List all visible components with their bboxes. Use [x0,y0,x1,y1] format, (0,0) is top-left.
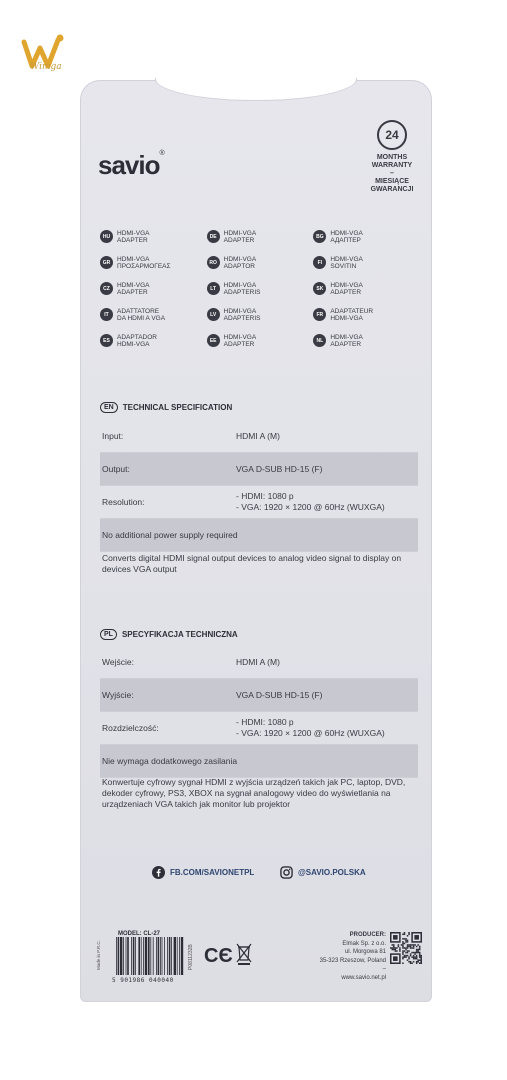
language-product-name: ADAPTATEUR HDMI-VGA [330,308,374,322]
en-spec-table [100,420,418,552]
language-code-badge: HU [100,230,113,243]
language-item [207,256,314,282]
language-code-badge: SK [313,282,326,295]
facebook-url: FB.COM/SAVIONETPL [170,868,255,877]
language-item [207,230,314,256]
language-item [313,308,420,334]
language-code-badge: CZ [100,282,113,295]
hang-hole [155,78,357,101]
table-row: Input: HDMI A (M) [100,420,418,453]
warranty-number: 24 [377,120,407,150]
language-product-name: HDMI-VGA ADAPTER [223,334,257,348]
language-item [313,256,420,282]
language-item [207,308,314,334]
language-product-name: HDMI-VGA ADAPTER [330,334,363,348]
language-code-badge: BG [313,230,326,243]
language-item [100,282,207,308]
language-item [100,256,207,282]
language-item [313,334,420,360]
instagram-handle: @SAVIO.POLSKA [298,868,366,877]
language-product-name: HDMI-VGA ADAPTER [330,282,363,296]
table-row: Resolution: - HDMI: 1080 p - VGA: 1920 × 1200 @ 60Hz (WUXGA) [100,486,418,519]
language-product-name: HDMI-VGA SOVITIN [330,256,363,270]
warranty-badge [362,120,422,194]
language-product-name: HDMI-VGA ADAPTER [117,230,150,244]
language-code-badge: EE [207,334,220,347]
language-row [100,308,420,334]
table-row: No additional power supply required [100,519,418,552]
language-product-name: HDMI-VGA ADAPTOR [223,256,257,270]
language-code-badge: RO [207,256,220,269]
language-product-name: HDMI-VGA ADAPTER [117,282,150,296]
wimga-watermark-logo [18,30,74,80]
en-lang-pill: EN [100,402,118,413]
table-row: Nie wymaga dodatkowego zasilania [100,745,418,778]
weee-bin-icon [236,942,252,966]
ce-mark-icon: C Є [204,945,231,967]
language-code-badge: ES [100,334,113,347]
savio-logo: savio® [98,150,164,180]
en-description: Converts digital HDMI signal output devices to analog video signal to display on devices VGA output [102,553,402,574]
instagram-link[interactable] [280,866,366,879]
watermark-text: Wimga [30,62,62,72]
warranty-text: MONTHS WARRANTY – MIESIĄCE GWARANCJI [370,154,414,193]
part-number: P0811232B [188,944,194,970]
language-code-badge: LT [207,282,220,295]
language-row [100,230,420,256]
language-row [100,334,420,360]
instagram-icon [280,866,293,879]
table-row: Wejście: HDMI A (M) [100,646,418,679]
packaging-card [80,80,432,1002]
language-product-name: HDMI-VGA ΠΡΟΣΑΡΜΟΓΕΑΣ [117,256,171,270]
language-code-badge: FI [313,256,326,269]
language-code-badge: DE [207,230,220,243]
language-code-badge: FR [313,308,326,321]
table-row: Wyjście: VGA D-SUB HD-15 (F) [100,679,418,712]
table-row: Output: VGA D-SUB HD-15 (F) [100,453,418,486]
table-row: Rozdzielczość: - HDMI: 1080 p - VGA: 1920 × 1200 @ 60Hz (WUXGA) [100,712,418,745]
barcode [114,937,186,977]
language-grid [100,230,420,360]
language-product-name: HDMI-VGA ADAPTERIS [223,282,261,296]
language-product-name: HDMI-VGA АДАПТЕР [330,230,363,244]
qr-code [390,932,422,964]
language-code-badge: LV [207,308,220,321]
language-code-badge: GR [100,256,113,269]
language-row [100,256,420,282]
model-number: MODEL: CL-27 [118,931,160,937]
producer-info: PRODUCER: Elmak Sp. z o.o. ul. Morgowa 81 35-323 Rzeszow, Poland – www.savio.net.pl [319,932,386,981]
language-item [207,282,314,308]
language-code-badge: NL [313,334,326,347]
en-section-heading: EN TECHNICAL SPECIFICATION [100,402,232,413]
pl-description: Konwertuje cyfrowy sygnał HDMI z wyjścia urządzeń takich jak PC, laptop, DVD, dekoder cyfrowy, PS3, XBOX na sygnał analogowy video do wyświetlania na urządzeniach VGA takich jak monitor lub projektor [102,777,406,809]
pl-lang-pill: PL [100,629,117,640]
language-item [207,334,314,360]
language-item [100,230,207,256]
language-product-name: ADAPTADOR HDMI-VGA [117,334,157,348]
language-item [100,334,207,360]
made-in-label: Made in P.R.C. [96,940,101,970]
pl-section-heading: PL SPECYFIKACJA TECHNICZNA [100,629,238,640]
language-item [313,230,420,256]
language-item [100,308,207,334]
language-product-name: ADATTATORE DA HDMI A VGA [117,308,166,322]
language-row [100,282,420,308]
barcode-digits: 5 901986 040040 [112,977,174,984]
language-code-badge: IT [100,308,113,321]
language-product-name: HDMI-VGA ADAPTER [223,230,257,244]
pl-spec-table [100,646,418,778]
facebook-link[interactable] [152,866,254,879]
language-item [313,282,420,308]
language-product-name: HDMI-VGA ADAPTERIS [223,308,261,322]
facebook-icon [152,866,165,879]
